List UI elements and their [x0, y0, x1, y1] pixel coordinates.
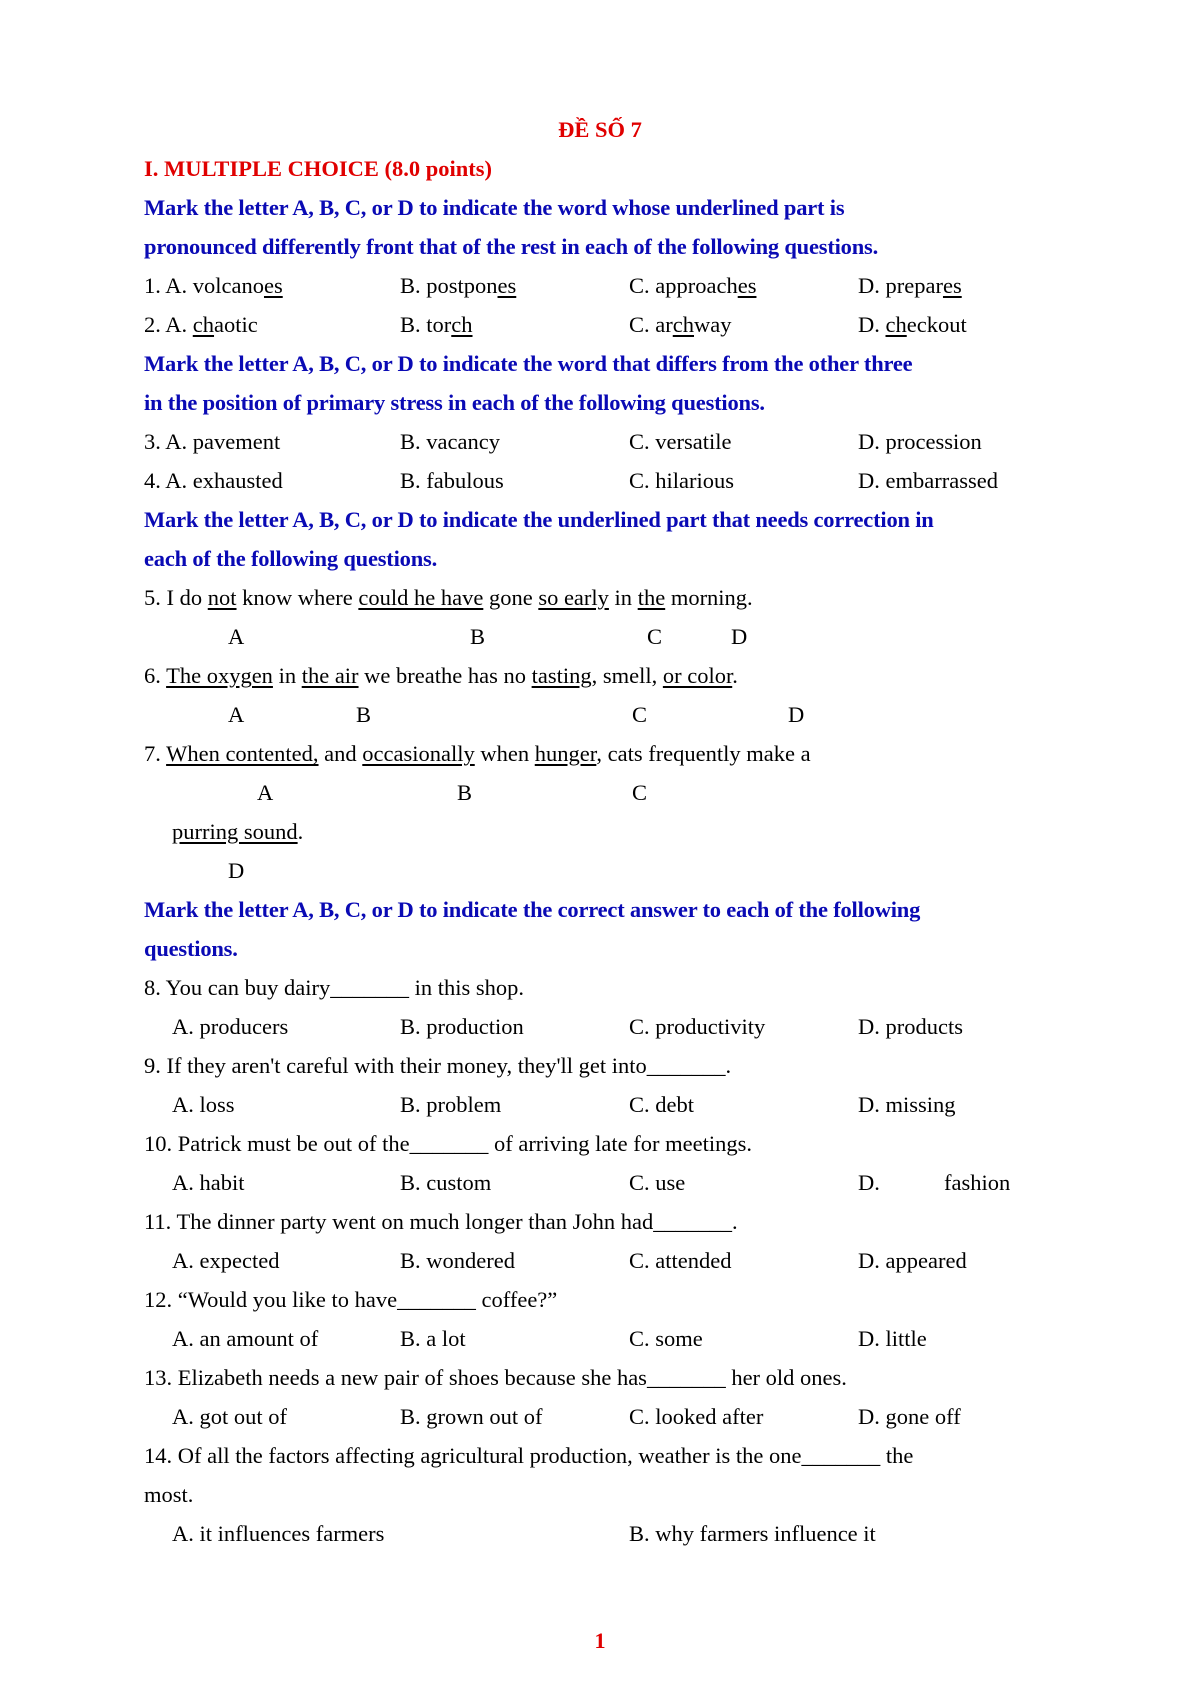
question-12-stem: 12. “Would you like to have_______ coffee?”: [144, 1287, 558, 1312]
q6-marker-c: C: [632, 702, 648, 727]
q6-marker-a: A: [228, 702, 245, 727]
q3-option-d: D. procession: [858, 429, 982, 454]
page-title: ĐỀ SỐ 7: [558, 117, 642, 142]
instruction-answer-line-2: questions.: [144, 936, 238, 961]
question-13-stem: 13. Elizabeth needs a new pair of shoes because she has_______ her old ones.: [144, 1365, 847, 1390]
q11-option-b: B. wondered: [400, 1248, 515, 1273]
q9-option-a: A. loss: [172, 1092, 235, 1117]
question-14-stem-line-1: 14. Of all the factors affecting agricultural production, weather is the one_______ the: [144, 1443, 914, 1468]
q1-option-a: 1. A. volcanoes: [144, 273, 283, 298]
q5-marker-d: D: [731, 624, 748, 649]
q10-option-d-letter: D.: [858, 1170, 880, 1195]
q4-option-c: C. hilarious: [629, 468, 734, 493]
q12-option-a: A. an amount of: [172, 1326, 319, 1351]
q6-marker-b: B: [356, 702, 372, 727]
q12-option-c: C. some: [629, 1326, 703, 1351]
instruction-stress-line-1: Mark the letter A, B, C, or D to indicate the word that differs from the other three: [144, 351, 913, 376]
q10-option-b: B. custom: [400, 1170, 492, 1195]
q13-option-b: B. grown out of: [400, 1404, 543, 1429]
q13-option-a: A. got out of: [172, 1404, 287, 1429]
q8-option-b: B. production: [400, 1014, 524, 1039]
instruction-stress-line-2: in the position of primary stress in each of the following questions.: [144, 390, 765, 415]
question-13-options: [144, 1397, 1100, 1436]
q3-option-c: C. versatile: [629, 429, 732, 454]
question-9-options: [144, 1085, 1100, 1124]
question-11-options: [144, 1241, 1100, 1280]
q2-option-b: B. torch: [400, 312, 473, 337]
question-7-marker-d-line: [144, 851, 1100, 890]
question-3: [144, 422, 1100, 461]
question-10-stem: 10. Patrick must be out of the_______ of arriving late for meetings.: [144, 1131, 752, 1156]
question-7-continued: purring sound.: [172, 819, 304, 844]
question-9-stem: 9. If they aren't careful with their money, they'll get into_______.: [144, 1053, 732, 1078]
q1-option-d: D. prepares: [858, 273, 962, 298]
q5-marker-c: C: [647, 624, 663, 649]
q7-marker-b: B: [457, 780, 473, 805]
q9-option-d: D. missing: [858, 1092, 956, 1117]
q7-marker-a: A: [257, 780, 274, 805]
q10-option-c: C. use: [629, 1170, 686, 1195]
question-8-options: [144, 1007, 1100, 1046]
question-6: 6. The oxygen in the air we breathe has no tasting, smell, or color.: [144, 663, 738, 688]
q8-option-c: C. productivity: [629, 1014, 766, 1039]
q14-option-b: B. why farmers influence it: [629, 1521, 876, 1546]
q9-option-c: C. debt: [629, 1092, 694, 1117]
q9-option-b: B. problem: [400, 1092, 502, 1117]
section-heading: I. MULTIPLE CHOICE (8.0 points): [144, 156, 492, 181]
q3-option-a: 3. A. pavement: [144, 429, 281, 454]
instruction-correction-line-2: each of the following questions.: [144, 546, 437, 571]
instruction-pronunciation-line-2: pronounced differently front that of the rest in each of the following questions.: [144, 234, 879, 259]
q2-option-d: D. checkout: [858, 312, 967, 337]
q12-option-d: D. little: [858, 1326, 927, 1351]
question-12-options: [144, 1319, 1100, 1358]
question-7: 7. When contented, and occasionally when hunger, cats frequently make a: [144, 741, 811, 766]
q4-option-d: D. embarrassed: [858, 468, 998, 493]
q7-marker-d: D: [228, 858, 245, 883]
q1-option-c: C. approaches: [629, 273, 757, 298]
q7-marker-c: C: [632, 780, 648, 805]
question-8-stem: 8. You can buy dairy_______ in this shop.: [144, 975, 525, 1000]
question-6-markers: [144, 695, 1100, 734]
q4-option-a: 4. A. exhausted: [144, 468, 283, 493]
q4-option-b: B. fabulous: [400, 468, 504, 493]
instruction-answer-line-1: Mark the letter A, B, C, or D to indicate the correct answer to each of the following: [144, 897, 921, 922]
question-5-markers: [144, 617, 1100, 656]
q11-option-a: A. expected: [172, 1248, 280, 1273]
q1-option-b: B. postpones: [400, 273, 517, 298]
q8-option-a: A. producers: [172, 1014, 289, 1039]
question-14-stem-line-2: most.: [144, 1482, 194, 1507]
question-10-options: [144, 1163, 1100, 1202]
q2-option-c: C. archway: [629, 312, 732, 337]
q8-option-d: D. products: [858, 1014, 963, 1039]
question-7-markers: [144, 773, 1100, 812]
question-4: [144, 461, 1100, 500]
q13-option-d: D. gone off: [858, 1404, 961, 1429]
q5-marker-b: B: [470, 624, 486, 649]
q10-option-a: A. habit: [172, 1170, 245, 1195]
instruction-pronunciation-line-1: Mark the letter A, B, C, or D to indicate the word whose underlined part is: [144, 195, 845, 220]
q5-marker-a: A: [228, 624, 245, 649]
q14-option-a: A. it influences farmers: [172, 1521, 385, 1546]
q13-option-c: C. looked after: [629, 1404, 764, 1429]
page-number: 1: [594, 1628, 606, 1653]
question-5: 5. I do not know where could he have gone so early in the morning.: [144, 585, 753, 610]
q6-marker-d: D: [788, 702, 805, 727]
q12-option-b: B. a lot: [400, 1326, 466, 1351]
q11-option-c: C. attended: [629, 1248, 732, 1273]
question-1: [144, 266, 1100, 305]
q11-option-d: D. appeared: [858, 1248, 967, 1273]
instruction-correction-line-1: Mark the letter A, B, C, or D to indicate the underlined part that needs correction in: [144, 507, 934, 532]
question-11-stem: 11. The dinner party went on much longer than John had_______.: [144, 1209, 738, 1234]
q10-option-d-word: fashion: [944, 1170, 1011, 1195]
q3-option-b: B. vacancy: [400, 429, 500, 454]
question-14-options: [144, 1514, 1100, 1553]
question-2: [144, 305, 1100, 344]
q2-option-a: 2. A. chaotic: [144, 312, 258, 337]
